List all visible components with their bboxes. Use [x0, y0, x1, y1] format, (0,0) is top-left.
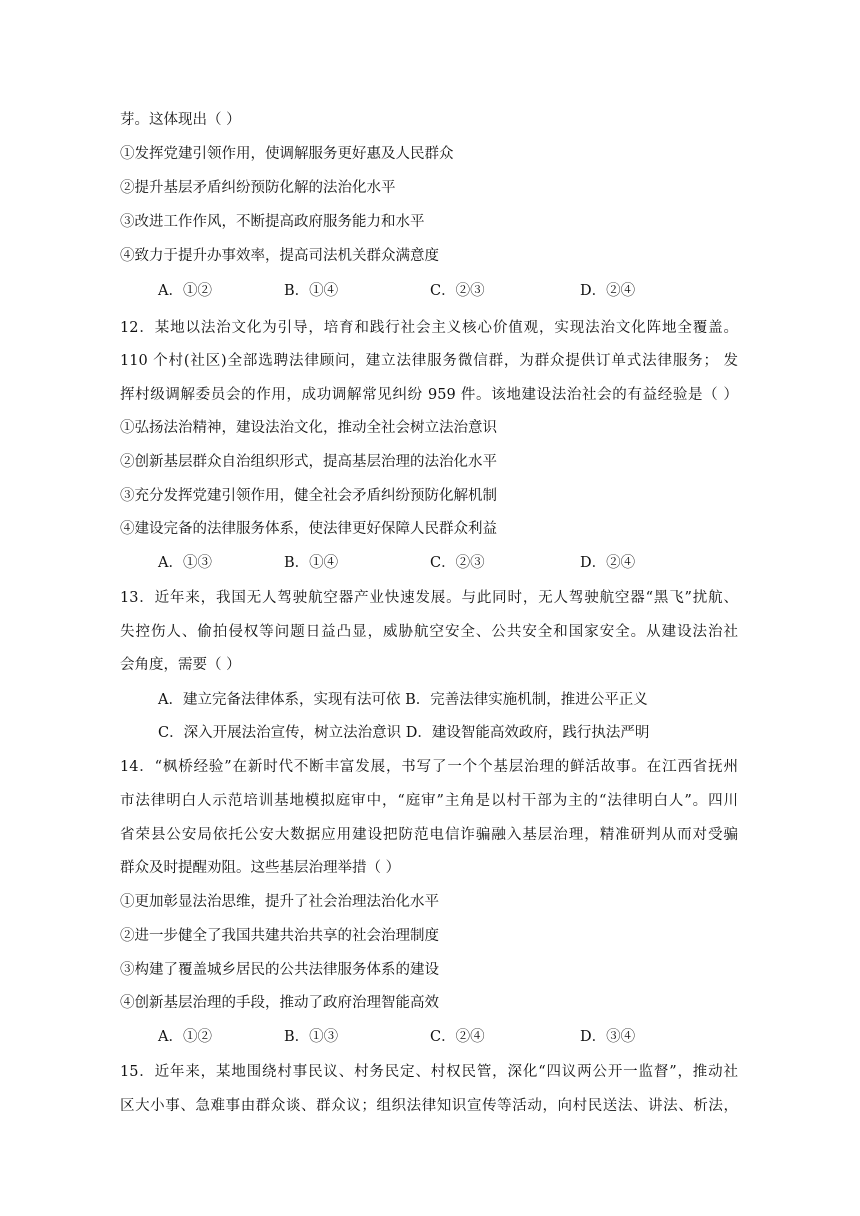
q12-option-a[interactable]: A．①③ [158, 555, 212, 571]
q12-stem-line-3: 挥村级调解委员会的作用，成功调解常见纠纷 959 件。该地建设法治社会的有益经验是（ ） [120, 387, 738, 403]
q13-options-row-1[interactable]: A．建立完备法律体系，实现有法可依 B．完善法律实施机制，推进公平正义 [158, 692, 648, 708]
q11-statement-1: ①发挥党建引领作用，使调解服务更好惠及人民群众 [120, 146, 454, 162]
q11-option-c[interactable]: C．②③ [430, 283, 485, 299]
q14-option-a[interactable]: A．①② [158, 1029, 212, 1045]
q14-statement-4: ④创新基层治理的手段，推动了政府治理智能高效 [120, 995, 439, 1011]
q11-option-d[interactable]: D．②④ [580, 283, 636, 299]
q14-option-d[interactable]: D．③④ [580, 1029, 636, 1045]
q12-stem-line-2: 110 个村(社区)全部选聘法律顾问，建立法律服务微信群，为群众提供订单式法律服务； 发 [120, 353, 738, 369]
q15-stem-line-2: 区大小事、急难事由群众谈、群众议；组织法律知识宣传等活动，向村民送法、讲法、析法， [120, 1098, 738, 1114]
q12-statement-3: ③充分发挥党建引领作用，健全社会矛盾纠纷预防化解机制 [120, 488, 497, 504]
q11-statement-4: ④致力于提升办事效率，提高司法机关群众满意度 [120, 248, 439, 264]
q13-stem-line-3: 会角度，需要（ ） [120, 657, 241, 673]
q14-option-b[interactable]: B．①③ [284, 1029, 339, 1045]
q14-stem-line-3: 省荣县公安局依托公安大数据应用建设把防范电信诈骗融入基层治理，精准研判从而对受骗 [120, 827, 738, 843]
q11-option-a[interactable]: A．①② [158, 283, 212, 299]
q11-option-b[interactable]: B．①④ [284, 283, 339, 299]
q13-stem-line-1: 13．近年来，我国无人驾驶航空器产业快速发展。与此同时，无人驾驶航空器“黑飞”扰航、 [120, 590, 738, 606]
q12-statement-2: ②创新基层群众自治组织形式，提高基层治理的法治化水平 [120, 454, 497, 470]
q12-stem-line-1: 12．某地以法治文化为引导，培育和践行社会主义核心价值观，实现法治文化阵地全覆盖。 [120, 320, 738, 336]
q12-option-b[interactable]: B．①④ [284, 555, 339, 571]
q14-stem-line-1: 14．“枫桥经验”在新时代不断丰富发展，书写了一个个基层治理的鲜活故事。在江西省抚州 [120, 759, 738, 775]
q12-option-c[interactable]: C．②③ [430, 555, 485, 571]
q12-statement-4: ④建设完备的法律服务体系，使法律更好保障人民群众利益 [120, 521, 497, 537]
q11-statement-3: ③改进工作作风，不断提高政府服务能力和水平 [120, 214, 425, 230]
q14-statement-1: ①更加彰显法治思维，提升了社会治理法治化水平 [120, 894, 439, 910]
q13-stem-line-2: 失控伤人、偷拍侵权等问题日益凸显，威胁航空安全、公共安全和国家安全。从建设法治社 [120, 624, 738, 640]
q11-stem-tail: 芽。这体现出（ ） [120, 112, 241, 128]
q14-statement-2: ②进一步健全了我国共建共治共享的社会治理制度 [120, 928, 439, 944]
q11-statement-2: ②提升基层矛盾纠纷预防化解的法治化水平 [120, 180, 396, 196]
q13-options-row-2[interactable]: C．深入开展法治宣传，树立法治意识 D．建设智能高效政府，践行执法严明 [158, 725, 650, 741]
q12-option-d[interactable]: D．②④ [580, 555, 636, 571]
q14-statement-3: ③构建了覆盖城乡居民的公共法律服务体系的建设 [120, 962, 439, 978]
q14-option-c[interactable]: C．②④ [430, 1029, 485, 1045]
q14-stem-line-2: 市法律明白人示范培训基地模拟庭审中，“庭审”主角是以村干部为主的“法律明白人”。四川 [120, 793, 738, 809]
q12-statement-1: ①弘扬法治精神，建设法治文化，推动全社会树立法治意识 [120, 420, 497, 436]
q15-stem-line-1: 15．近年来，某地围绕村事民议、村务民定、村权民管，深化“四议两公开一监督”，推动社 [120, 1064, 738, 1080]
q14-stem-line-4: 群众及时提醒劝阻。这些基层治理举措（ ） [120, 860, 401, 876]
